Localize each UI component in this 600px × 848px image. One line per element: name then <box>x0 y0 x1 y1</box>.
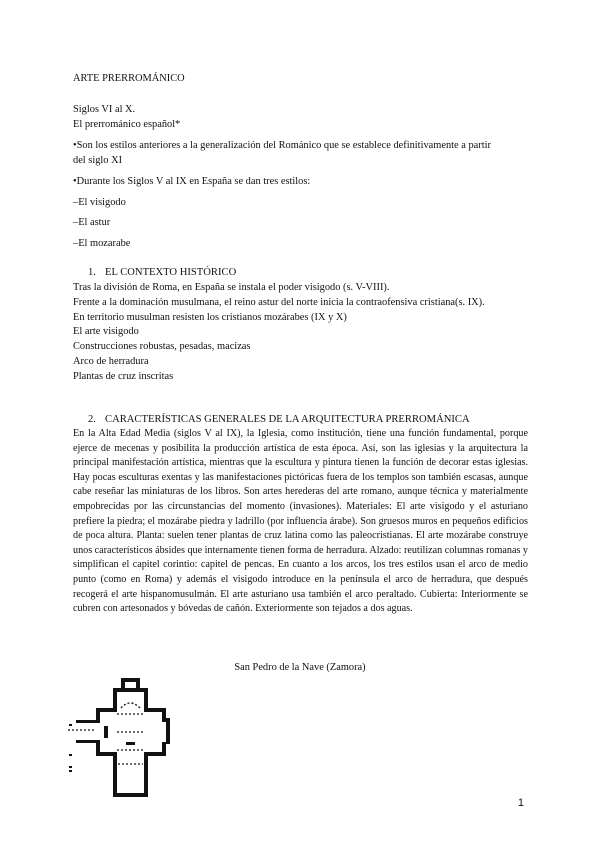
intro-list-item: –El mozarabe <box>73 238 131 249</box>
section-1-line: Plantas de cruz inscritas <box>73 371 174 382</box>
page-number: 1 <box>517 797 524 809</box>
intro-line: Siglos VI al X. <box>73 104 136 115</box>
intro-line: del siglo XI <box>73 155 123 166</box>
floor-plan-drawing-icon <box>66 674 178 800</box>
section-1-line: Arco de herradura <box>73 356 149 367</box>
intro-line: •Son los estilos anteriores a la generalización del Románico que se establece definitivamente a partir <box>73 140 491 151</box>
section-2-paragraph: En la Alta Edad Media (siglos V al IX), la Iglesia, como institución, tiene una función fundamental, porque ejerce de mecenas y posibilita la producción artística de esta época. Así, son las iglesias y la arquitectura la principal manifestación artística, mientras que la escultura y pintura tienen la función de decorar estas iglesias. Hay pocas esculturas exentas y las manifestaciones pictóricas fuera de los templos son también escasas, aunque cabe reseñar las miniaturas de los libros. Son artes herederas del arte romano, aunque técnica y materialmente empobrecidas por las circunstancias del momento (invasiones). Materiales: El arte visigodo y el asturiano prefiere la piedra; el mozárabe piedra y ladrillo (por influencia árabe). Son gruesos muros en pequeños edificios de poca altura. Planta: suelen tener plantas de cruz latina como las paleocristianas. El arte mozárabe construye unos característicos ábsides que internamente tienen forma de herradura. Alzado: reutilizan columnas romanas y simplifican el capitel corintio: capitel de pencas. En cuanto a los arcos, los tres estilos usan el arco de medio punto (como en Roma) y además el visigodo introduce en la península el arco de herradura, que después recogerá el arte hispanomusulmán. El arte asturiano usa también el arco peraltado. Cubierta: Interiormente se cubren con artesonados y bóvedas de cañón. Exteriormente son tejados a dos aguas. <box>73 428 528 615</box>
section-1-line: El arte visigodo <box>73 326 139 337</box>
section-2-heading <box>88 413 470 426</box>
section-title: CARACTERÍSTICAS GENERALES DE LA ARQUITECTURA PRERROMÁNICA <box>105 414 470 425</box>
section-1-line: Construcciones robustas, pesadas, macizas <box>73 341 251 352</box>
intro-line: El prerrománico español* <box>73 119 181 130</box>
section-1-line: En territorio musulman resisten los cristianos mozárabes (IX y X) <box>73 312 347 323</box>
figure-caption: San Pedro de la Nave (Zamora) <box>234 662 366 673</box>
intro-list-item: –El visigodo <box>73 197 126 208</box>
section-1-line: Tras la división de Roma, en España se instala el poder visigodo (s. V-VIII). <box>73 282 390 293</box>
section-1-heading <box>88 266 236 279</box>
section-1-line: Frente a la dominación musulmana, el reino astur del norte inicia la contraofensiva cristiana(s. IX). <box>73 297 485 308</box>
intro-list-item: –El astur <box>73 217 111 228</box>
section-title: EL CONTEXTO HISTÓRICO <box>105 267 237 278</box>
intro-line: •Durante los Siglos V al IX en España se dan tres estilos: <box>73 176 311 187</box>
section-number: 1. <box>88 267 96 278</box>
section-number: 2. <box>88 414 96 425</box>
document-title: ARTE PRERROMÁNICO <box>73 73 185 84</box>
